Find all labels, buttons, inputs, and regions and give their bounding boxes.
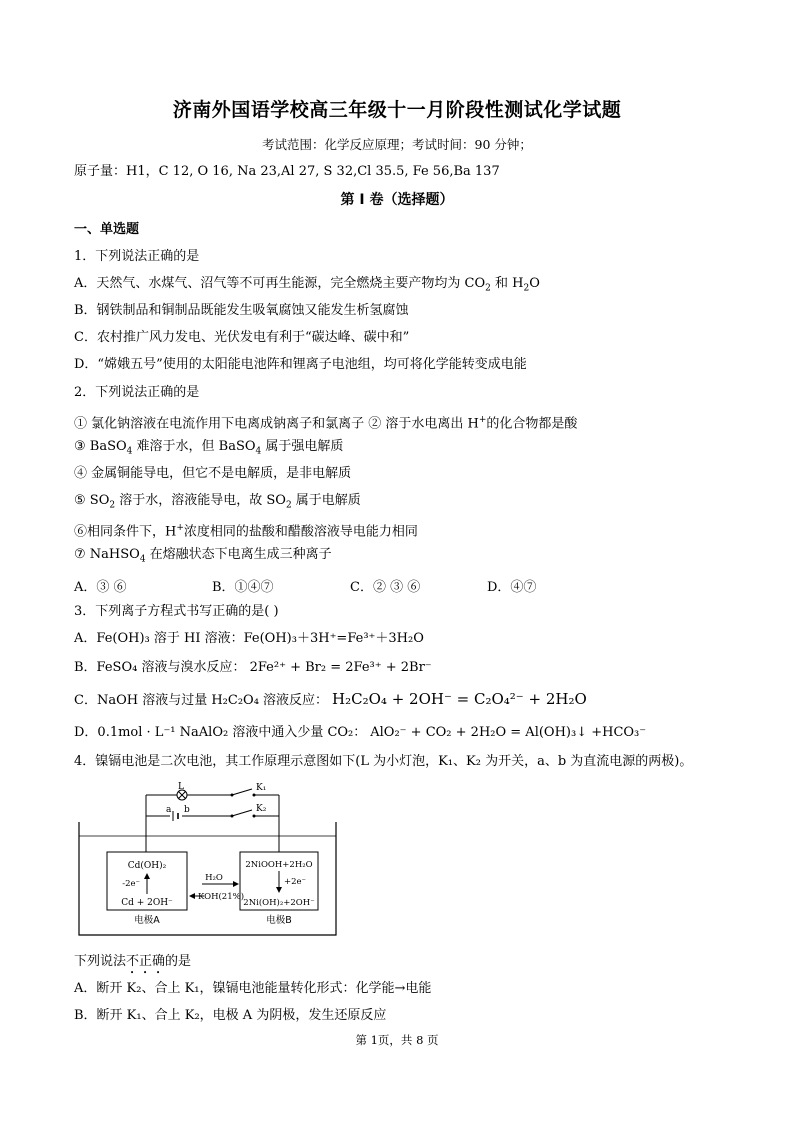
water-label: H₂O: [205, 873, 223, 883]
q3-option-d: D．0.1mol · L⁻¹ NaAlO₂ 溶液中通入少量 CO₂： AlO₂⁻ + CO₂ + 2H₂O = Al(OH)₃↓ +HCO₃⁻: [74, 725, 647, 740]
electrode-a-reactant: Cd + 2OH⁻: [121, 898, 173, 908]
label-k1: K₁: [256, 783, 267, 793]
q1-stem: 1．下列说法正确的是: [74, 249, 200, 264]
page-title: 济南外国语学校高三年级十一月阶段性测试化学试题: [172, 99, 622, 121]
q1-option-a: A．天然气、水煤气、沼气等不可再生能源，完全燃烧主要产物均为 $CO_2$ 和 $H_2O$: [74, 276, 540, 294]
q1-option-d: D．“嫦娥五号”使用的太阳能电池阵和锂离子电池组，均可将化学能转变成电能: [74, 357, 527, 372]
section-title: 第 I 卷（选择题）: [340, 192, 454, 208]
q2-statement-5: ⑤ $SO_2$ 溶于水，溶液能导电，故 $SO_2$ 属于电解质: [74, 493, 361, 511]
q2-option-c: C．② ③ ⑥: [350, 580, 421, 595]
q4-lead: 下列说法不正确的是: [74, 954, 192, 969]
page-number: 第 1页，共 8 页: [355, 1033, 439, 1047]
q2-option-a: A．③ ⑥: [74, 580, 127, 595]
electrode-a-label: 电极A: [134, 915, 160, 926]
q2-statement-1-2: ① 氯化钠溶液在电流作用下电离成钠离子和氯离子 ② 溶于水电离出 H+的化合物都是酸: [74, 415, 578, 432]
q3-option-c: C．NaOH 溶液与过量 H₂C₂O₄ 溶液反应： H₂C₂O₄ + 2OH⁻ = C₂O₄²⁻ + 2H₂O: [74, 690, 587, 708]
q3-stem: 3．下列离子方程式书写正确的是( ): [74, 604, 279, 619]
q3-d-equation: AlO₂⁻ + CO₂ + 2H₂O = Al(OH)₃↓ +HCO₃⁻: [370, 725, 647, 740]
electrode-b-product: 2Ni(OH)₂+2OH⁻: [243, 898, 315, 908]
q3-c-equation: H₂C₂O₄ + 2OH⁻ = C₂O₄²⁻ + 2H₂O: [332, 690, 587, 708]
q2-option-d: D．④⑦: [487, 580, 537, 595]
q2-statement-6: ⑥相同条件下，H+浓度相同的盐酸和醋酸溶液导电能力相同: [74, 523, 418, 540]
emphasis-not-correct: 不正确: [126, 954, 166, 969]
q1-option-b: B．钢铁制品和铜制品既能发生吸氧腐蚀又能发生析氢腐蚀: [74, 303, 409, 318]
q3-option-b: B．FeSO₄ 溶液与溴水反应： 2Fe²⁺ + Br₂ = 2Fe³⁺ + 2Br⁻: [74, 660, 432, 675]
electrode-b-label: 电极B: [266, 915, 292, 926]
label-a: a: [166, 805, 172, 815]
atomic-mass-line: 原子量：H1，C 12, O 16, Na 23,Al 27, S 32,Cl 35.5, Fe 56,Ba 137: [74, 164, 500, 179]
electrolyte-label: KOH(21%): [197, 892, 245, 902]
nickel-cadmium-battery-diagram: [74, 780, 354, 940]
electrode-a-electrons: -2e⁻: [122, 879, 140, 889]
q2-statement-4: ④ 金属铜能导电，但它不是电解质，是非电解质: [74, 466, 352, 481]
q1-option-c: C．农村推广风力发电、光伏发电有利于“碳达峰、碳中和”: [74, 330, 410, 345]
exam-info: 考试范围：化学反应原理；考试时间：90 分钟；: [262, 137, 532, 152]
q2-stem: 2．下列说法正确的是: [74, 385, 200, 400]
label-k2: K₂: [256, 804, 267, 814]
q2-statement-3: ③ BaSO$_4$ 难溶于水，但 BaSO$_4$ 属于强电解质: [74, 439, 344, 457]
electrode-b-reactant: 2NiOOH+2H₂O: [245, 860, 313, 870]
q4-option-b: B．断开 K₁、合上 K₂，电极 A 为阴极，发生还原反应: [74, 1008, 387, 1023]
q2-option-b: B．①④⑦: [212, 580, 274, 595]
q2-statement-7: ⑦ NaHSO$_4$ 在熔融状态下电离生成三种离子: [74, 547, 332, 565]
q3-option-a: A．Fe(OH)₃ 溶于 HI 溶液：Fe(OH)₃＋3H⁺=Fe³⁺＋3H₂O: [74, 631, 424, 646]
label-b: b: [184, 805, 190, 815]
electrode-b-electrons: +2e⁻: [284, 877, 307, 887]
label-l: L: [178, 782, 184, 792]
q4-stem: 4．镍镉电池是二次电池，其工作原理示意图如下(L 为小灯泡，K₁、K₂ 为开关，a、b 为直流电源的两极)。: [74, 754, 693, 769]
q4-option-a: A．断开 K₂、合上 K₁，镍镉电池能量转化形式：化学能→电能: [74, 981, 432, 996]
part-heading: 一、单选题: [74, 222, 140, 237]
electrode-a-product: Cd(OH)₂: [127, 861, 167, 871]
